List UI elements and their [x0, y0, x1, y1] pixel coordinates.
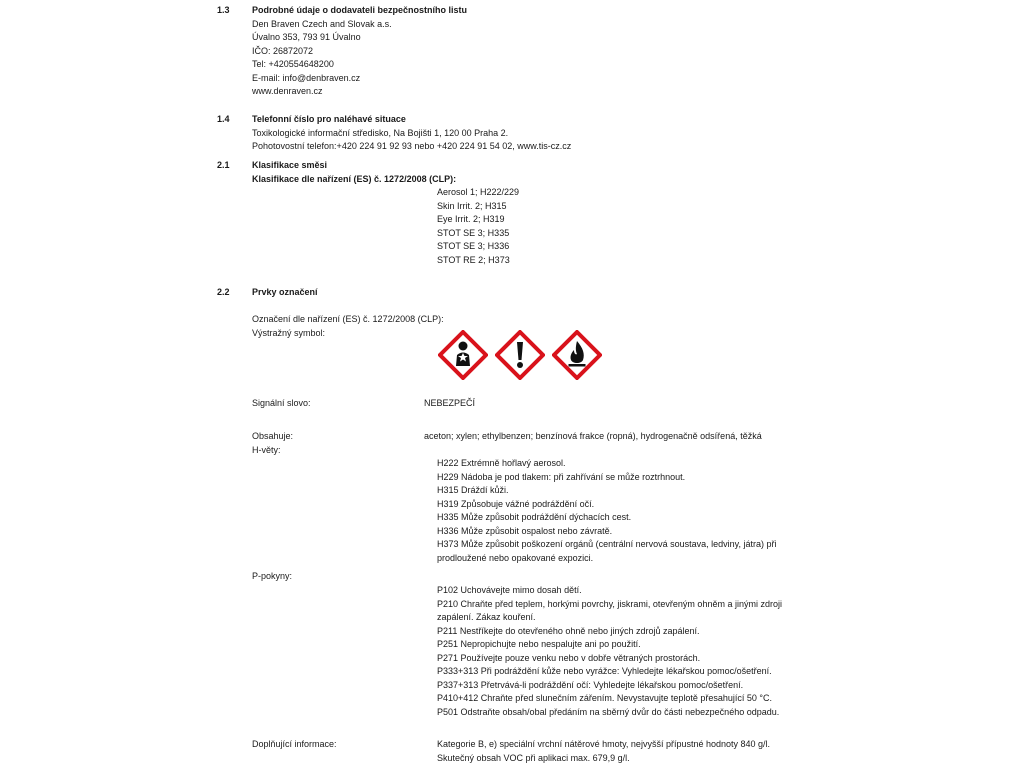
p-statement: P337+313 Přetrvává-li podráždění očí: Vyhledejte lékařskou pomoc/ošetření.	[437, 679, 744, 690]
p-statement: P410+412 Chraňte před slunečním zářením. Nevystavujte teplotě přesahující 50 °C.	[437, 693, 773, 703]
supplier-line: Tel: +420554648200	[252, 59, 334, 69]
emergency-contacts	[252, 127, 571, 154]
h-statement: H222 Extrémně hořlavý aerosol.	[437, 458, 566, 468]
flame-icon	[552, 330, 602, 380]
exclamation-icon	[495, 330, 545, 380]
supplier-line: IČO: 26872072	[252, 45, 314, 56]
supplier-line: E-mail: info@denbraven.cz	[252, 72, 361, 83]
p-statement: P251 Nepropichujte nebo nespalujte ani po použití.	[437, 639, 641, 649]
h-statement: H373 Může způsobit poškození orgánů (centrální nervová soustava, ledviny, játra) při	[437, 539, 777, 549]
h-statement: H319 Způsobuje vážné podráždění očí.	[437, 498, 595, 509]
h-statement: prodloužené nebo opakované expozici.	[437, 552, 594, 563]
section-heading: Podrobné údaje o dodavateli bezpečnostního listu	[252, 5, 468, 15]
p-statements-list	[437, 584, 782, 719]
classification-item: STOT SE 3; H336	[437, 241, 510, 251]
section-heading: Prvky označení	[252, 287, 318, 297]
contact-line: Pohotovostní telefon:+420 224 91 92 93 nebo +420 224 91 54 02, www.tis-cz.cz	[252, 141, 572, 151]
classification-item: STOT RE 2; H373	[437, 254, 510, 265]
classification-subheading: Klasifikace dle nařízení (ES) č. 1272/2008 (CLP):	[252, 173, 457, 184]
h-statement: H229 Nádoba je pod tlakem: při zahřívání se může roztrhnout.	[437, 471, 686, 482]
regulation-label: Označení dle nařízení (ES) č. 1272/2008 (CLP):	[252, 314, 444, 324]
p-statement: P333+313 Při podráždění kůže nebo vyrážce: Vyhledejte lékařskou pomoc/ošetření.	[437, 666, 772, 676]
supplier-line: Úvalno 353, 793 91 Úvalno	[252, 32, 361, 42]
p-statement: P501 Odstraňte obsah/obal předáním na sběrný dvůr do části nebezpečného odpadu.	[437, 706, 780, 717]
classification-item: STOT SE 3; H335	[437, 227, 510, 238]
supplier-details	[252, 18, 392, 99]
signal-word-value: NEBEZPEČÍ	[424, 398, 476, 408]
contains-value: aceton; xylen; ethylbenzen; benzínová frakce (ropná), hydrogenačně odsířená, těžká	[424, 431, 762, 441]
classification-item: Eye Irrit. 2; H319	[437, 214, 505, 224]
section-number: 2.2	[217, 287, 230, 297]
p-statements-label: P-pokyny:	[252, 571, 293, 581]
additional-info-line: Skutečný obsah VOC při aplikaci max. 679,9 g/l.	[437, 752, 630, 763]
h-statement: H336 Může způsobit ospalost nebo závratě.	[437, 525, 613, 536]
p-statement: P210 Chraňte před teplem, horkými povrchy, jiskrami, otevřeným ohněm a jinými zdroji	[437, 598, 782, 609]
section-number: 1.4	[217, 114, 230, 124]
classification-item: Aerosol 1; H222/229	[437, 187, 520, 197]
supplier-line: www.denraven.cz	[252, 86, 323, 96]
p-statement: P271 Používejte pouze venku nebo v dobře větraných prostorách.	[437, 652, 701, 663]
h-statements-list	[437, 457, 777, 565]
supplier-line: Den Braven Czech and Slovak a.s.	[252, 18, 392, 29]
additional-info-line: Kategorie B, e) speciální vrchní nátěrové hmoty, nejvyšší přípustné hodnoty 840 g/l.	[437, 739, 771, 749]
classification-list	[437, 186, 519, 267]
h-statements-label: H-věty:	[252, 444, 281, 455]
classification-item: Skin Irrit. 2; H315	[437, 200, 507, 211]
symbol-label: Výstražný symbol:	[252, 327, 326, 338]
section-number: 2.1	[217, 160, 230, 170]
section-number: 1.3	[217, 5, 230, 15]
h-statement: H315 Dráždí kůži.	[437, 485, 509, 495]
section-heading: Telefonní číslo pro naléhavé situace	[252, 114, 406, 124]
health-hazard-icon	[438, 330, 488, 380]
contains-label: Obsahuje:	[252, 431, 294, 441]
section-heading: Klasifikace směsi	[252, 160, 328, 170]
h-statement: H335 Může způsobit podráždění dýchacích cest.	[437, 512, 632, 522]
p-statement: zapálení. Zákaz kouření.	[437, 612, 536, 622]
additional-info-label: Doplňující informace:	[252, 739, 337, 749]
signal-word-label: Signální slovo:	[252, 398, 311, 408]
additional-info-value	[437, 738, 770, 765]
p-statement: P211 Nestříkejte do otevřeného ohně nebo jiných zdrojů zapálení.	[437, 625, 700, 636]
p-statement: P102 Uchovávejte mimo dosah dětí.	[437, 585, 582, 595]
contact-line: Toxikologické informační středisko, Na Bojišti 1, 120 00 Praha 2.	[252, 127, 509, 138]
